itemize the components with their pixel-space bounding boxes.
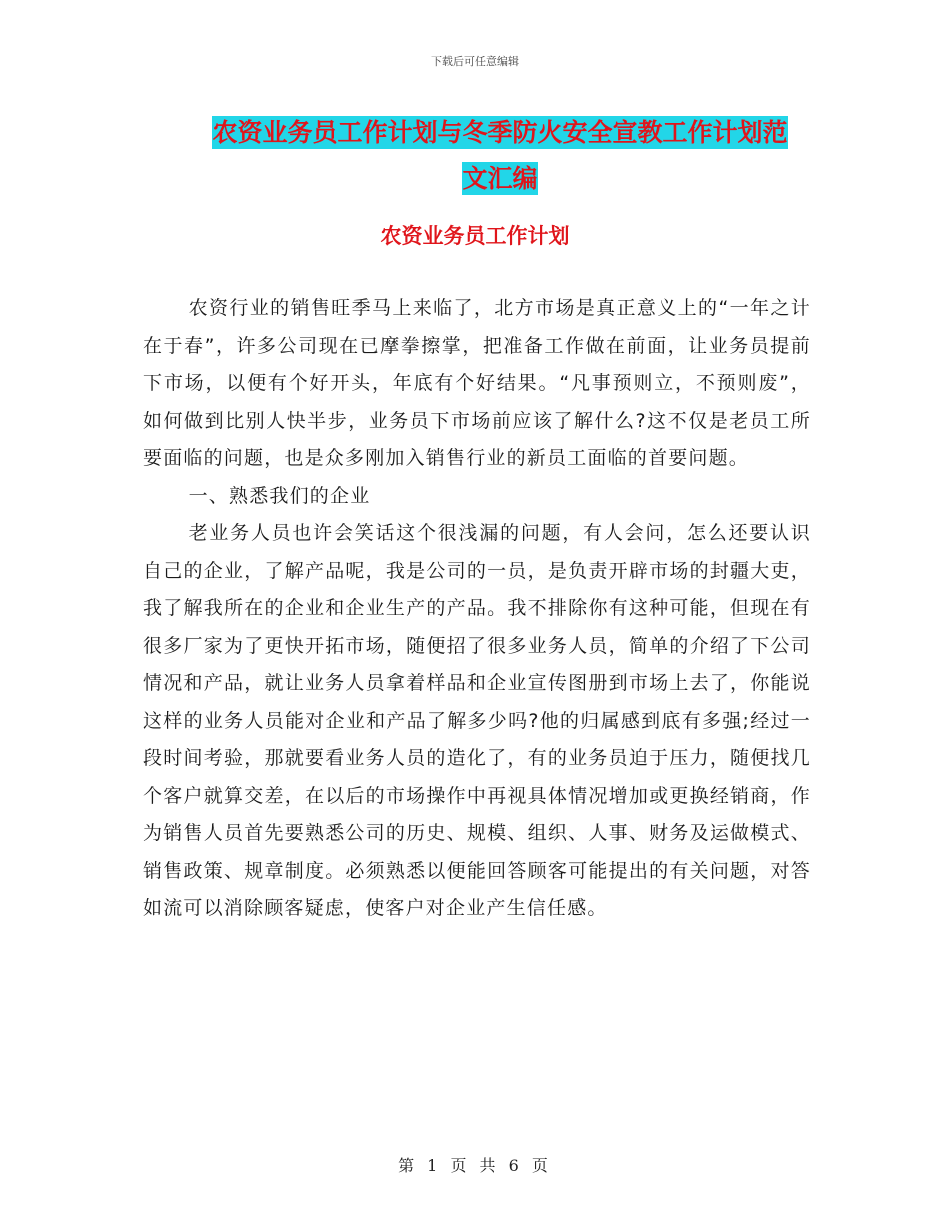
subheading-know-enterprise: 一、熟悉我们的企业 <box>188 484 371 507</box>
header-note: 下载后可任意编辑 <box>431 55 519 68</box>
document-title-line1: 农资业务员工作计划与冬季防火安全宣教工作计划范 <box>212 118 788 147</box>
page-number: 第 1 页 共 6 页 <box>398 1156 552 1175</box>
section-title: 农资业务员工作计划 <box>380 224 570 248</box>
paragraph-know-enterprise: 老业务人员也许会笑话这个很浅漏的问题，有人会问，怎么还要认识自己的企业，了解产品呢，我是公司的一员，是负责开辟市场的封疆大吏，我了解我所在的企业和企业生产的产品。我不排除你有这种可能，但现在有很多厂家为了更快开拓市场，随便招了很多业务人员，简单的介绍了下公司情况和产品，就让业务人员拿着样品和企业宣传图册到市场上去了，你能说这样的业务人员能对企业和产品了解多少吗?他的归属感到底有多强;经过一段时间考验，那就要看业务人员的造化了，有的业务员迫于压力，随便找几个客户就算交差，在以后的市场操作中再视具体情况增加或更换经销商，作为销售人员首先要熟悉公司的历史、规模、组织、人事、财务及运做模式、销售政策、规章制度。必须熟悉以便能回答顾客可能提出的有关问题，对答如流可以消除顾客疑虑，使客户对企业产生信任感。 <box>143 522 811 919</box>
document-title-line2: 文汇编 <box>462 164 538 193</box>
document-title <box>130 110 870 202</box>
body-text <box>143 290 811 928</box>
paragraph-intro: 农资行业的销售旺季马上来临了，北方市场是真正意义上的“一年之计在于春”，许多公司现在已摩拳擦掌，把准备工作做在前面，让业务员提前下市场，以便有个好开头，年底有个好结果。“凡事预则立，不预则废”，如何做到比别人快半步，业务员下市场前应该了解什么?这不仅是老员工所要面临的问题，也是众多刚加入销售行业的新员工面临的首要问题。 <box>143 297 811 469</box>
